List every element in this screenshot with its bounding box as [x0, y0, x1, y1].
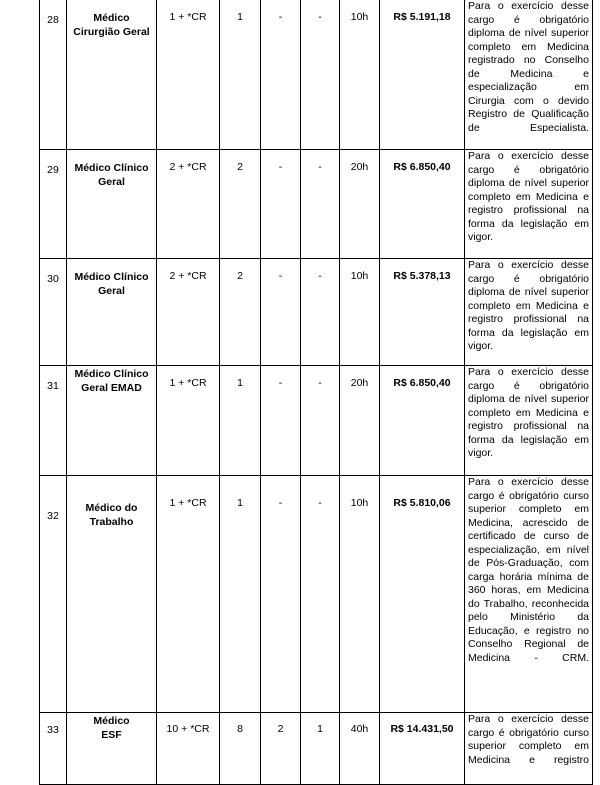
- vacancies: 1 + *CR: [157, 0, 220, 150]
- table-row: [40, 366, 593, 476]
- table-row: [40, 150, 593, 259]
- row-number: 28: [40, 0, 67, 150]
- vacancies-c: -: [301, 259, 340, 366]
- row-number: 30: [40, 259, 67, 366]
- role-name: Médico do Trabalho: [67, 476, 157, 713]
- role-name: Médico Clínico Geral EMAD: [67, 366, 157, 476]
- vacancies-b: -: [261, 259, 301, 366]
- vacancies-a: 2: [220, 150, 261, 259]
- vacancies: 1 + *CR: [157, 476, 220, 713]
- salary: R$ 5.378,13: [380, 259, 465, 366]
- role-name: Médico Cirurgião Geral: [67, 0, 157, 150]
- row-number: 31: [40, 366, 67, 476]
- role-name: Médico ESF: [67, 713, 157, 785]
- salary: R$ 5.810,06: [380, 476, 465, 713]
- salary: R$ 6.850,40: [380, 150, 465, 259]
- table-row: [40, 713, 593, 785]
- workload: 40h: [340, 713, 380, 785]
- vacancies-b: -: [261, 0, 301, 150]
- role-name: Médico Clínico Geral: [67, 150, 157, 259]
- vacancies-a: 8: [220, 713, 261, 785]
- table-row: [40, 0, 593, 150]
- vacancies-c: 1: [301, 713, 340, 785]
- vacancies-a: 1: [220, 476, 261, 713]
- workload: 10h: [340, 259, 380, 366]
- vacancies: 10 + *CR: [157, 713, 220, 785]
- requirements: Para o exercício desse cargo é obrigatório diploma de nível superior completo em Medicina registrado no Conselho de Medicina e especialização em Cirurgia com o devido Registro de Qualificação de Especialista.: [465, 0, 593, 150]
- workload: 10h: [340, 476, 380, 713]
- row-number: 32: [40, 476, 67, 713]
- vacancies: 1 + *CR: [157, 366, 220, 476]
- requirements: Para o exercício desse cargo é obrigatório diploma de nível superior completo em Medicina e registro profissional na forma da legislação em vigor.: [465, 366, 593, 476]
- vacancies-b: -: [261, 476, 301, 713]
- workload: 20h: [340, 150, 380, 259]
- vacancies-c: -: [301, 0, 340, 150]
- vacancies-b: -: [261, 150, 301, 259]
- salary: R$ 5.191,18: [380, 0, 465, 150]
- vacancies-a: 1: [220, 0, 261, 150]
- vacancies-c: -: [301, 476, 340, 713]
- vacancies-a: 1: [220, 366, 261, 476]
- positions-table: [39, 0, 593, 785]
- requirements: Para o exercício desse cargo é obrigatório curso superior completo em Medicina, acrescido de certificado de curso de especialização, em nível de Pós-Graduação, com carga horária mínima de 360 horas, em Medicina do Trabalho, reconhecida pelo Ministério da Educação, e registro no Conselho Regional de Medicina - CRM.: [465, 476, 593, 713]
- requirements: Para o exercício desse cargo é obrigatório curso superior completo em Medicina e registro: [465, 713, 593, 785]
- vacancies-c: -: [301, 366, 340, 476]
- vacancies: 2 + *CR: [157, 259, 220, 366]
- vacancies-b: -: [261, 366, 301, 476]
- vacancies-b: 2: [261, 713, 301, 785]
- requirements: Para o exercício desse cargo é obrigatório diploma de nível superior completo em Medicina e registro profissional na forma da legislação em vigor.: [465, 259, 593, 366]
- row-number: 29: [40, 150, 67, 259]
- vacancies-a: 2: [220, 259, 261, 366]
- row-number: 33: [40, 713, 67, 785]
- workload: 10h: [340, 0, 380, 150]
- table-row: [40, 476, 593, 713]
- vacancies: 2 + *CR: [157, 150, 220, 259]
- requirements: Para o exercício desse cargo é obrigatório diploma de nível superior completo em Medicina e registro profissional na forma da legislação em vigor.: [465, 150, 593, 259]
- workload: 20h: [340, 366, 380, 476]
- table-row: [40, 259, 593, 366]
- salary: R$ 14.431,50: [380, 713, 465, 785]
- role-name: Médico Clínico Geral: [67, 259, 157, 366]
- salary: R$ 6.850,40: [380, 366, 465, 476]
- vacancies-c: -: [301, 150, 340, 259]
